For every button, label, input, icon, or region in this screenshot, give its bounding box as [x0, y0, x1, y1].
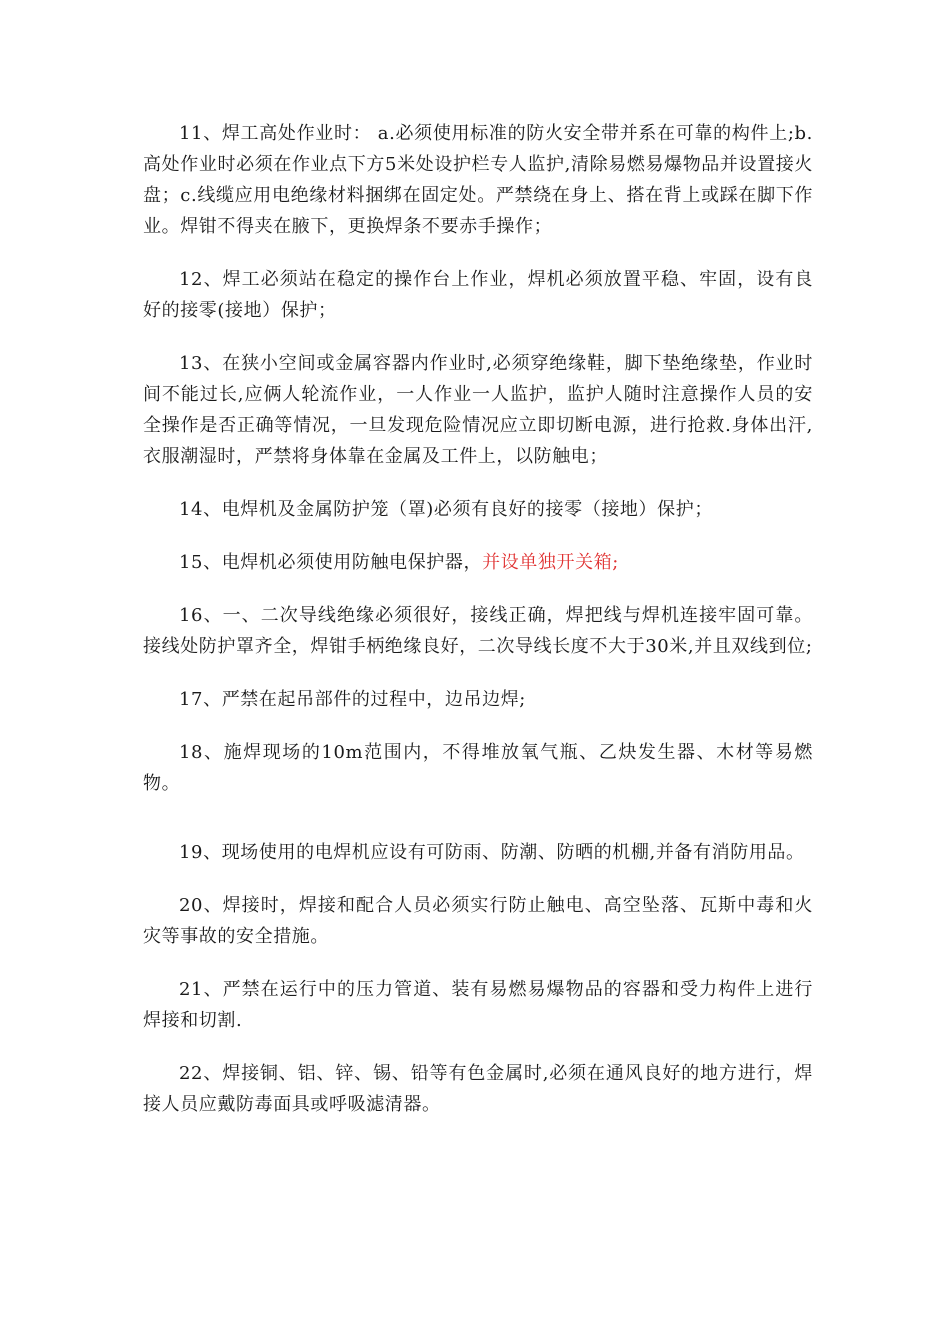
rule-19-paragraph: 19、现场使用的电焊机应设有可防雨、防潮、防晒的机棚,并备有消防用品。 [179, 842, 805, 863]
rule-13-paragraph: 13、在狭小空间或金属容器内作业时,必须穿绝缘鞋，脚下垫绝缘垫，作业时间不能过长,应俩人轮流作业，一人作业一人监护，监护人随时注意操作人员的安全操作是否正确等情况，一旦发现危险情况应立即切断电源，进行抢救.身体出汗,衣服潮湿时，严禁将身体靠在金属及工件上，以防触电； [143, 353, 813, 467]
document-body [143, 118, 813, 1142]
rule-21-paragraph: 21、严禁在运行中的压力管道、装有易燃易爆物品的容器和受力构件上进行焊接和切割. [143, 979, 813, 1031]
rule-15-paragraph [143, 547, 813, 578]
rule-12-paragraph: 12、焊工必须站在稳定的操作台上作业，焊机必须放置平稳、牢固，设有良好的接零(接地）保护； [143, 269, 813, 321]
rule-16-paragraph: 16、一、二次导线绝缘必须很好，接线正确，焊把线与焊机连接牢固可靠。接线处防护罩齐全，焊钳手柄绝缘良好，二次导线长度不大于30米,并且双线到位; [143, 605, 813, 657]
rule-15-highlight: 并设单独开关箱; [482, 552, 619, 573]
rule-20-paragraph: 20、焊接时，焊接和配合人员必须实行防止触电、高空坠落、瓦斯中毒和火灾等事故的安全措施。 [143, 895, 813, 947]
rule-14-paragraph: 14、电焊机及金属防护笼（罩)必须有良好的接零（接地）保护； [179, 499, 713, 520]
rule-17-paragraph: 17、严禁在起吊部件的过程中，边吊边焊; [179, 689, 526, 710]
rule-22-paragraph: 22、焊接铜、铝、锌、锡、铅等有色金属时,必须在通风良好的地方进行，焊接人员应戴防毒面具或呼吸滤清器。 [143, 1063, 813, 1115]
rule-11-paragraph: 11、焊工高处作业时： a.必须使用标准的防火安全带并系在可靠的构件上;b.高处作业时必须在作业点下方5米处设护栏专人监护,清除易燃易爆物品并设置接火盘；c.线缆应用电绝缘材料捆绑在固定处。严禁绕在身上、搭在背上或踩在脚下作业。焊钳不得夹在腋下，更换焊条不要赤手操作； [143, 123, 813, 237]
rule-15-text: 15、电焊机必须使用防触电保护器， [179, 552, 483, 573]
rule-18-paragraph: 18、施焊现场的10m范围内，不得堆放氧气瓶、乙炔发生器、木材等易燃物。 [143, 742, 813, 794]
